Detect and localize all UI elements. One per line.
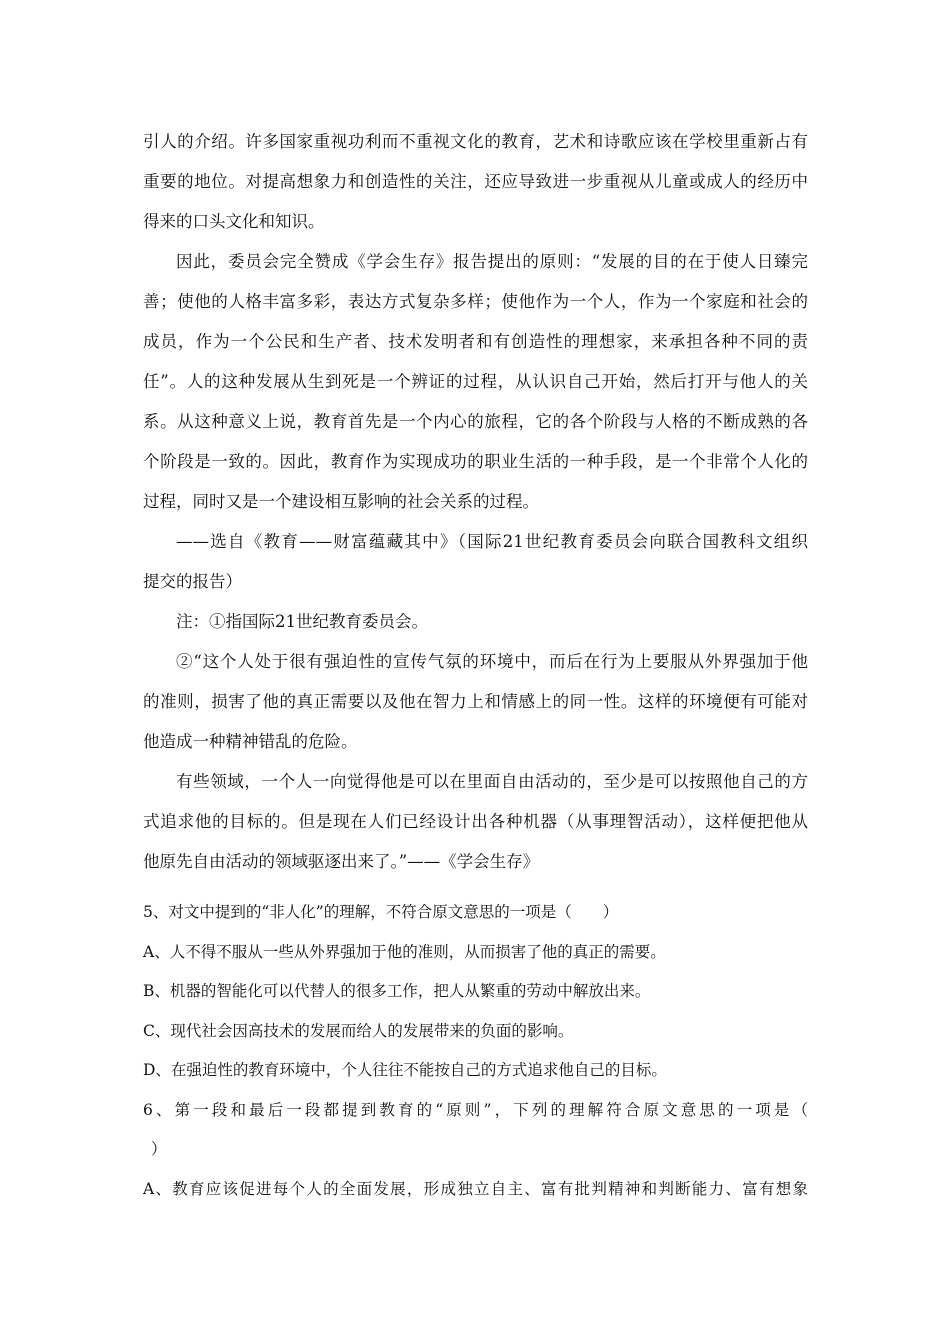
question-6-stem: 6、第一段和最后一段都提到教育的“原则”，下列的理解符合原文意思的一项是（ xyxy=(143,1100,808,1119)
question-6-option-a: A、教育应该促进每个人的全面发展，形成独立自主、富有批判精神和判断能力、富有想象 xyxy=(143,1179,808,1198)
reading-passage xyxy=(143,122,808,882)
source-citation: ——选自《教育——财富蕴藏其中》（国际21世纪教育委员会向联合国教科文组织 xyxy=(176,532,808,551)
footnote: 他造成一种精神错乱的危险。 xyxy=(143,732,358,751)
footnote: ②“这个人处于很有强迫性的宣传气氛的环境中，而后在行为上要服从外界强加于他 xyxy=(176,652,808,671)
footnote: 注：①指国际21世纪教育委员会。 xyxy=(176,612,428,631)
passage-line: 因此，委员会完全赞成《学会生存》报告提出的原则：“发展的目的在于使人日臻完 xyxy=(176,252,808,271)
passage-line: 个阶段是一致的。因此，教育作为实现成功的职业生活的一种手段，是一个非常个人化的 xyxy=(143,452,808,471)
footnote: 他原先自由活动的领域驱逐出来了。”——《学会生存》 xyxy=(143,852,540,871)
passage-line: 引人的介绍。许多国家重视功利而不重视文化的教育，艺术和诗歌应该在学校里重新占有 xyxy=(143,132,808,151)
footnote: 的准则，损害了他的真正需要以及他在智力上和情感上的同一性。这样的环境便有可能对 xyxy=(143,692,808,711)
question-5-option-c: C、现代社会因高技术的发展而给人的发展带来的负面的影响。 xyxy=(143,1021,574,1040)
passage-line: 任”。人的这种发展从生到死是一个辨证的过程，从认识自己开始，然后打开与他人的关 xyxy=(143,372,808,391)
passage-line: 重要的地位。对提高想象力和创造性的关注，还应导致进一步重视从儿童或成人的经历中 xyxy=(143,172,808,191)
passage-line: 善；使他的人格丰富多彩，表达方式复杂多样；使他作为一个人，作为一个家庭和社会的 xyxy=(143,292,808,311)
passage-line: 得来的口头文化和知识。 xyxy=(143,212,325,231)
question-5-option-a: A、人不得不服从一些从外界强加于他的准则，从而损害了他的真正的需要。 xyxy=(143,942,666,961)
footnote: 有些领域，一个人一向觉得他是可以在里面自由活动的，至少是可以按照他自己的方 xyxy=(176,772,808,791)
question-5-stem: 5、对文中提到的“非人化”的理解，不符合原文意思的一项是（ ） xyxy=(143,903,619,921)
passage-line: 成员，作为一个公民和生产者、技术发明者和有创造性的理想家，来承担各种不同的责 xyxy=(143,332,808,351)
question-section xyxy=(143,893,808,1209)
source-citation: 提交的报告） xyxy=(143,572,242,591)
passage-line: 过程，同时又是一个建设相互影响的社会关系的过程。 xyxy=(143,492,539,511)
footnote: 式追求他的目标的。但是现在人们已经设计出各种机器（从事理智活动），这样便把他从 xyxy=(143,812,808,831)
question-5-option-d: D、在强迫性的教育环境中，个人往往不能按自己的方式追求他自己的目标。 xyxy=(143,1061,667,1079)
question-5-option-b: B、机器的智能化可以代替人的很多工作，把人从繁重的劳动中解放出来。 xyxy=(143,982,651,1000)
question-6-stem-continued: ） xyxy=(151,1140,167,1158)
passage-line: 系。从这种意义上说，教育首先是一个内心的旅程，它的各个阶段与人格的不断成熟的各 xyxy=(143,412,808,431)
